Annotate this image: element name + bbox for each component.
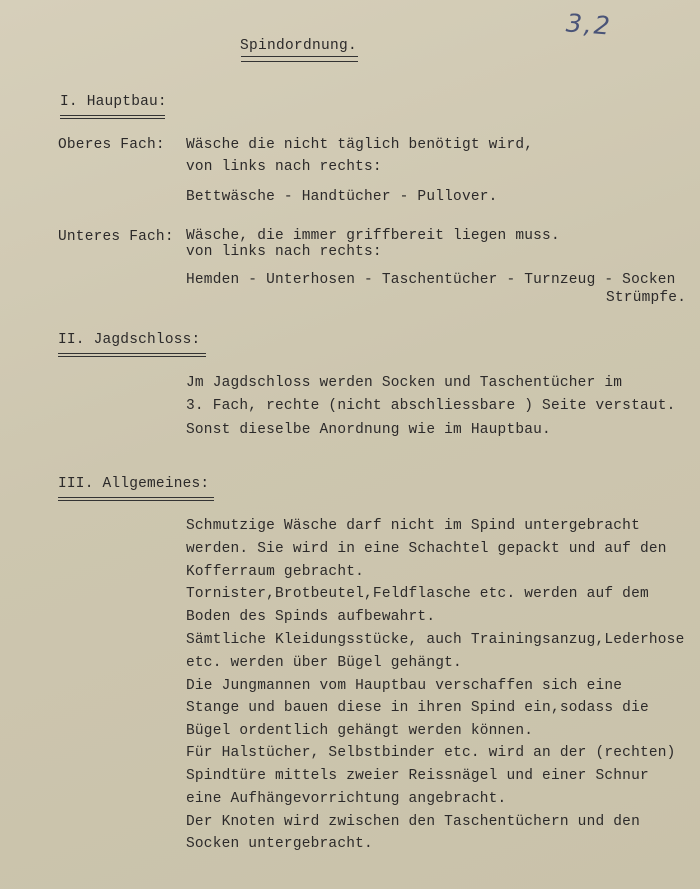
text-line: Wäsche die nicht täglich benötigt wird, [186, 137, 534, 153]
text-line: Spindtüre mittels zweier Reissnägel und einer Schnur [186, 768, 649, 784]
text-line: etc. werden über Bügel gehängt. [186, 655, 462, 671]
section-heading-hauptbau: I. Hauptbau: [60, 94, 167, 110]
text-line: Jm Jagdschloss werden Socken und Taschentücher im [186, 375, 623, 391]
label-oberes-fach: Oberes Fach: [58, 137, 165, 153]
text-line: Die Jungmannen vom Hauptbau verschaffen sich eine [186, 678, 623, 694]
text-line: Strümpfe. [606, 290, 687, 306]
text-line: Schmutzige Wäsche darf nicht im Spind untergebracht [186, 518, 640, 534]
text-line: Boden des Spinds aufbewahrt. [186, 609, 436, 625]
text-line: werden. Sie wird in eine Schachtel gepackt und auf den [186, 541, 667, 557]
text-line: Für Halstücher, Selbstbinder etc. wird an der (rechten) [186, 745, 676, 761]
section-heading-allgemeines: III. Allgemeines: [58, 476, 210, 492]
text-line: Hemden - Unterhosen - Taschentücher - Turnzeug - Socken [186, 272, 676, 288]
section-underline-allgemeines [58, 497, 214, 501]
handwritten-annotation: 3,2 [565, 8, 613, 41]
title-double-underline [241, 56, 358, 62]
section-underline-hauptbau [60, 115, 165, 119]
text-line: Der Knoten wird zwischen den Taschentüchern und den [186, 814, 640, 830]
text-line: Bettwäsche - Handtücher - Pullover. [186, 189, 498, 205]
text-line: von links nach rechts: [186, 244, 382, 260]
text-line: Socken untergebracht. [186, 836, 373, 852]
text-line: Kofferraum gebracht. [186, 564, 365, 580]
section-underline-jagdschloss [58, 353, 206, 357]
text-line: 3. Fach, rechte (nicht abschliessbare ) Seite verstaut. [186, 398, 676, 414]
text-line: Tornister,Brotbeutel,Feldflasche etc. werden auf dem [186, 586, 649, 602]
text-line: eine Aufhängevorrichtung angebracht. [186, 791, 507, 807]
text-line: von links nach rechts: [186, 159, 382, 175]
text-line: Wäsche, die immer griffbereit liegen muss. [186, 228, 560, 244]
label-unteres-fach: Unteres Fach: [58, 229, 174, 245]
text-line: Bügel ordentlich gehängt werden können. [186, 723, 534, 739]
text-line: Sonst dieselbe Anordnung wie im Hauptbau. [186, 422, 551, 438]
section-heading-jagdschloss: II. Jagdschloss: [58, 332, 201, 348]
page-title: Spindordnung. [240, 38, 358, 54]
text-line: Stange und bauen diese in ihren Spind ein,sodass die [186, 700, 649, 716]
text-line: Sämtliche Kleidungsstücke, auch Trainingsanzug,Lederhose [186, 632, 685, 648]
